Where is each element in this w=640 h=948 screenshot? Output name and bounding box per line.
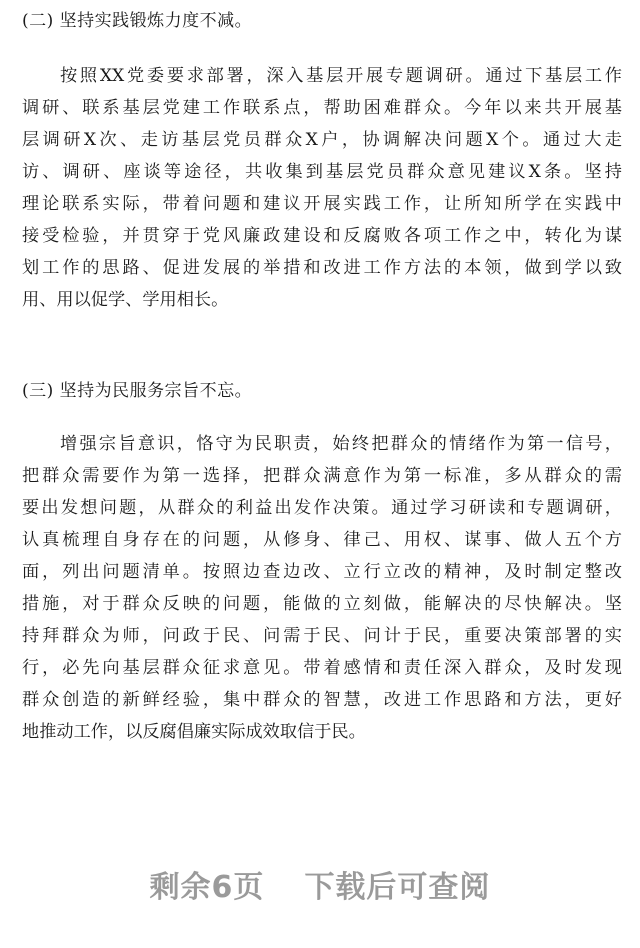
paragraph-line: 划工作的思路、促进发展的举措和改进工作方法的本领，做到学以致 <box>22 258 622 278</box>
paragraph-line: 增强宗旨意识，恪守为民职责，始终把群众的情绪作为第一信号， <box>60 434 622 454</box>
paragraph-line: 访、调研、座谈等途径，共收集到基层党员群众意见建议X条。坚持 <box>22 162 622 182</box>
paragraph-line: 认真梳理自身存在的问题，从修身、律己、用权、谋事、做人五个方 <box>22 530 622 550</box>
section-paragraph-2 <box>22 60 622 316</box>
paragraph-line: 按照XX党委要求部署，深入基层开展专题调研。通过下基层工作 <box>60 66 622 86</box>
paragraph-line: 调研、联系基层党建工作联系点，帮助困难群众。今年以来共开展基 <box>22 98 622 118</box>
paragraph-line: 行，必先向基层群众征求意见。带着感情和责任深入群众，及时发现 <box>22 658 622 678</box>
download-banner[interactable] <box>0 862 640 912</box>
paragraph-line: 措施，对于群众反映的问题，能做的立刻做，能解决的尽快解决。坚 <box>22 594 622 614</box>
paragraph-line: 面，列出问题清单。按照边查边改、立行立改的精神，及时制定整改 <box>22 562 622 582</box>
section-heading-3: (三) 坚持为民服务宗旨不忘。 <box>22 381 253 401</box>
paragraph-line: 把群众需要作为第一选择，把群众满意作为第一标准，多从群众的需 <box>22 466 622 486</box>
paragraph-line: 持拜群众为师，问政于民、问需于民、问计于民，重要决策部署的实 <box>22 626 622 646</box>
paragraph-line: 地推动工作，以反腐倡廉实际成效取信于民。 <box>22 722 366 742</box>
paragraph-line: 层调研X次、走访基层党员群众X户，协调解决问题X个。通过大走 <box>22 130 622 150</box>
section-heading-2: (二) 坚持实践锻炼力度不减。 <box>22 11 253 31</box>
paragraph-line: 群众创造的新鲜经验，集中群众的智慧，改进工作思路和方法，更好 <box>22 690 622 710</box>
paragraph-line: 接受检验，并贯穿于党风廉政建设和反腐败各项工作之中，转化为谋 <box>22 226 622 246</box>
remaining-pages-label: 剩余6页 <box>149 870 265 905</box>
paragraph-line: 要出发想问题，从群众的利益出发作决策。通过学习研读和专题调研， <box>22 498 622 518</box>
download-to-view-label: 下载后可查阅 <box>304 870 491 905</box>
paragraph-line: 理论联系实际，带着问题和建议开展实践工作，让所知所学在实践中 <box>22 194 622 214</box>
paragraph-line: 用、用以促学、学用相长。 <box>22 290 229 310</box>
section-paragraph-3 <box>22 428 622 748</box>
